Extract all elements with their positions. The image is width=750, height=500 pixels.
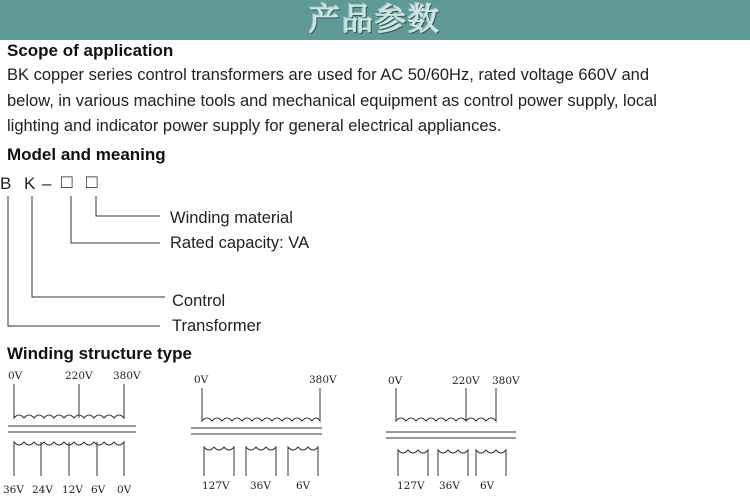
d1-secondary-24v: 24V — [32, 484, 53, 496]
label-rated-capacity: Rated capacity: VA — [170, 234, 310, 252]
d2-primary-380v: 380V — [309, 374, 337, 386]
d1-primary-220v: 220V — [65, 370, 93, 382]
d2-secondary-127v: 127V — [202, 480, 230, 492]
model-heading: Model and meaning — [7, 145, 166, 164]
banner-title: 产品参数 — [309, 2, 441, 38]
d3-primary-220v: 220V — [452, 375, 480, 387]
label-winding-material: Winding material — [170, 209, 293, 227]
winding-heading: Winding structure type — [7, 344, 192, 363]
model-code-b: B — [0, 174, 12, 193]
scope-line-2: below, in various machine tools and mechanical equipment as control power supply, local — [7, 91, 657, 110]
d3-primary-0v: 0V — [388, 375, 403, 387]
d1-secondary-6v: 6V — [91, 484, 106, 496]
d1-primary-380v: 380V — [113, 370, 141, 382]
d3-secondary-127v: 127V — [397, 480, 425, 492]
model-code-box-material: □ — [86, 172, 98, 193]
d2-secondary-6v: 6V — [296, 480, 311, 492]
d1-secondary-12v: 12V — [62, 484, 83, 496]
d3-secondary-36v: 36V — [439, 480, 460, 492]
d1-primary-0v: 0V — [8, 370, 23, 382]
label-control: Control — [172, 292, 226, 310]
d1-secondary-36v: 36V — [3, 484, 24, 496]
scope-line-3: lighting and indicator power supply for general electrical appliances. — [7, 117, 502, 135]
d2-primary-0v: 0V — [194, 374, 209, 386]
d2-secondary-36v: 36V — [250, 480, 271, 492]
d3-primary-380v: 380V — [492, 375, 520, 387]
scope-heading: Scope of application — [7, 41, 174, 60]
d1-secondary-0v: 0V — [117, 484, 132, 496]
scope-line-1: BK copper series control transformers are used for AC 50/60Hz, rated voltage 660V and — [7, 66, 650, 84]
model-code-box-capacity: □ — [61, 172, 73, 193]
d3-secondary-6v: 6V — [480, 480, 495, 492]
label-transformer: Transformer — [172, 317, 262, 335]
model-code-dash: – — [42, 174, 52, 193]
model-code-k: K — [24, 174, 36, 193]
